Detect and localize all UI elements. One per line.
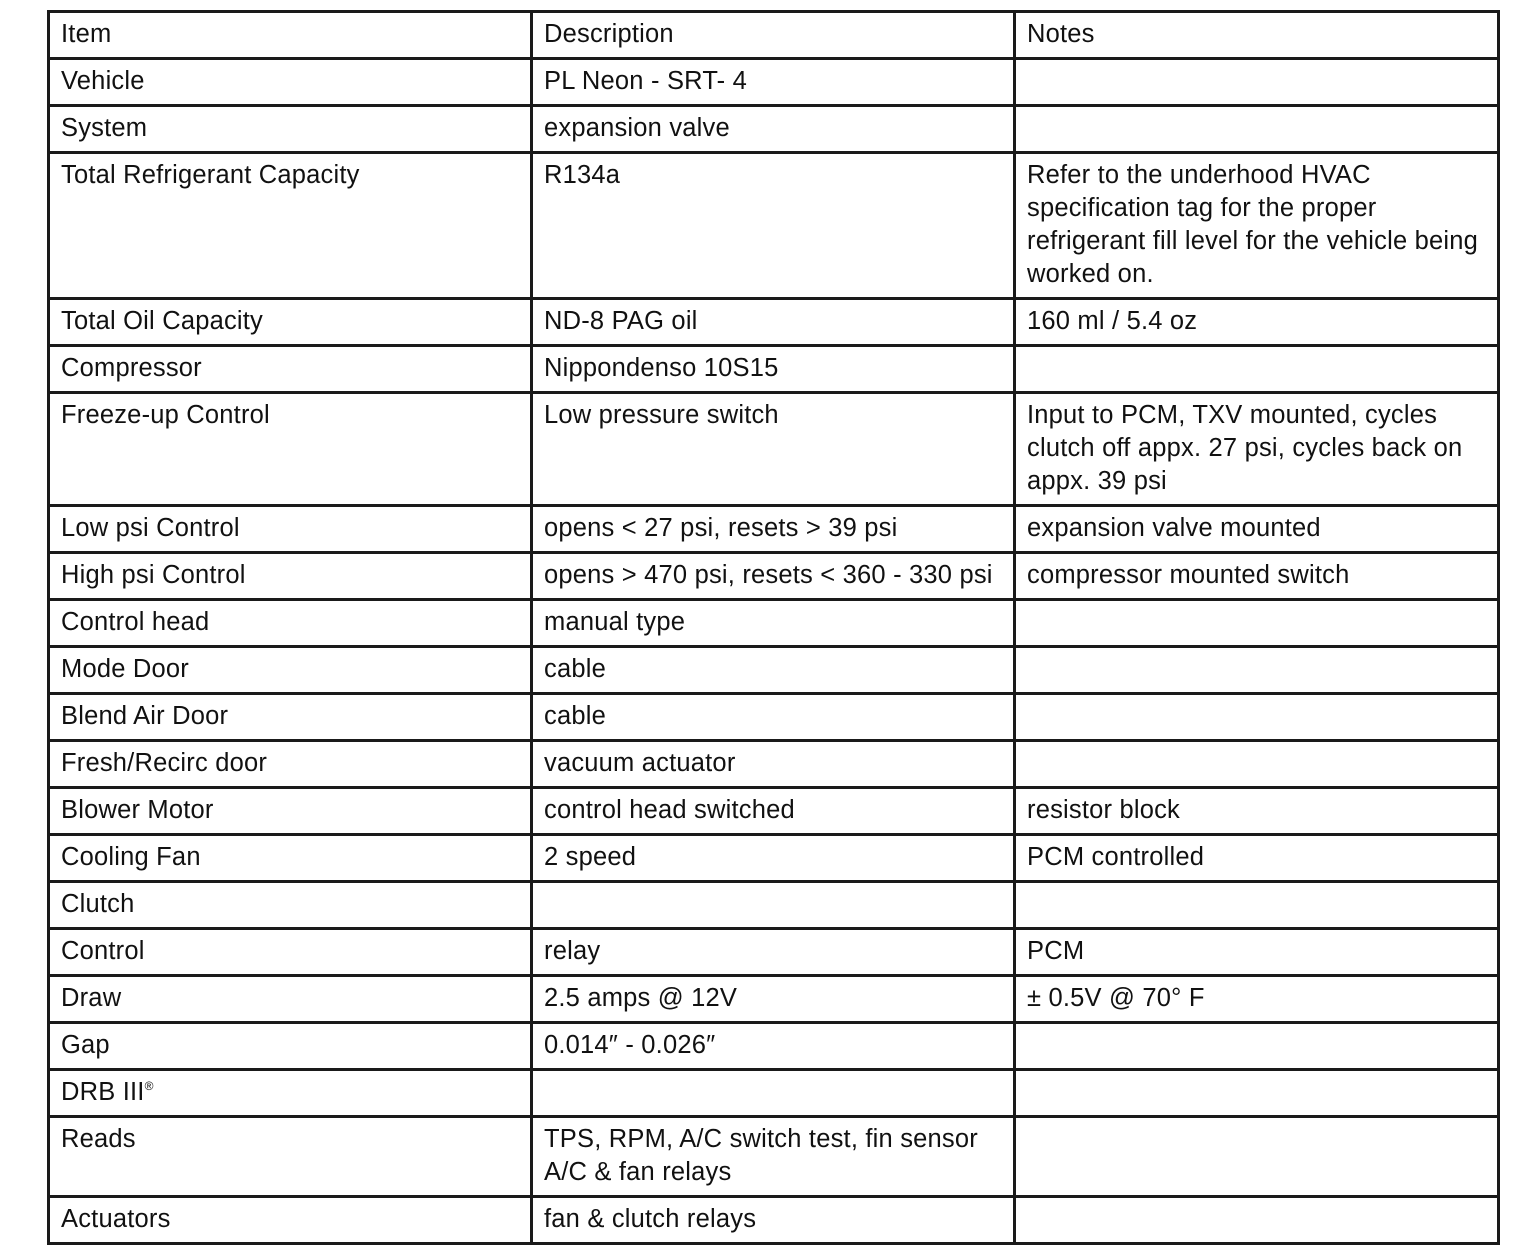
cell-description: cable	[532, 647, 1015, 694]
cell-description: 0.014″ - 0.026″	[532, 1023, 1015, 1070]
cell-item: Compressor	[49, 346, 532, 393]
cell-notes	[1015, 1070, 1499, 1117]
table-row	[49, 788, 1499, 835]
cell-item: Vehicle	[49, 59, 532, 106]
cell-item: Cooling Fan	[49, 835, 532, 882]
table-row	[49, 153, 1499, 299]
cell-notes	[1015, 694, 1499, 741]
cell-description: TPS, RPM, A/C switch test, fin sensor A/C & fan relays	[532, 1117, 1015, 1197]
cell-notes: 160 ml / 5.4 oz	[1015, 299, 1499, 346]
cell-item: Fresh/Recirc door	[49, 741, 532, 788]
cell-item: Low psi Control	[49, 506, 532, 553]
cell-notes	[1015, 59, 1499, 106]
cell-notes: resistor block	[1015, 788, 1499, 835]
table-row	[49, 299, 1499, 346]
cell-item: Total Refrigerant Capacity	[49, 153, 532, 299]
cell-notes: PCM	[1015, 929, 1499, 976]
cell-description	[532, 882, 1015, 929]
table-row	[49, 835, 1499, 882]
table-row	[49, 741, 1499, 788]
cell-description: control head switched	[532, 788, 1015, 835]
ac-specification-table	[47, 10, 1500, 1245]
table-row	[49, 1117, 1499, 1197]
registered-mark: ®	[144, 1079, 154, 1093]
header-item: Item	[49, 12, 532, 59]
cell-item: Clutch	[49, 882, 532, 929]
cell-description	[532, 1070, 1015, 1117]
cell-description: 2 speed	[532, 835, 1015, 882]
cell-item	[49, 1070, 532, 1117]
cell-item: Freeze-up Control	[49, 393, 532, 506]
cell-description: Low pressure switch	[532, 393, 1015, 506]
cell-notes	[1015, 1117, 1499, 1197]
cell-description: PL Neon - SRT- 4	[532, 59, 1015, 106]
cell-item: Blend Air Door	[49, 694, 532, 741]
table-row	[49, 600, 1499, 647]
table-row	[49, 59, 1499, 106]
cell-notes: Input to PCM, TXV mounted, cycles clutch off appx. 27 psi, cycles back on appx. 39 psi	[1015, 393, 1499, 506]
cell-notes: PCM controlled	[1015, 835, 1499, 882]
table-row	[49, 976, 1499, 1023]
cell-description: vacuum actuator	[532, 741, 1015, 788]
cell-notes: expansion valve mounted	[1015, 506, 1499, 553]
cell-description: relay	[532, 929, 1015, 976]
table-row	[49, 346, 1499, 393]
cell-notes: ± 0.5V @ 70° F	[1015, 976, 1499, 1023]
table-row	[49, 1023, 1499, 1070]
cell-description: Nippondenso 10S15	[532, 346, 1015, 393]
cell-item: Mode Door	[49, 647, 532, 694]
table-row	[49, 1070, 1499, 1117]
cell-item: Draw	[49, 976, 532, 1023]
cell-notes	[1015, 106, 1499, 153]
cell-description: fan & clutch relays	[532, 1197, 1015, 1244]
table-row	[49, 647, 1499, 694]
cell-description: manual type	[532, 600, 1015, 647]
cell-description: R134a	[532, 153, 1015, 299]
table-row	[49, 694, 1499, 741]
cell-description: ND-8 PAG oil	[532, 299, 1015, 346]
cell-description: 2.5 amps @ 12V	[532, 976, 1015, 1023]
cell-item: Blower Motor	[49, 788, 532, 835]
cell-notes	[1015, 346, 1499, 393]
table-header-row	[49, 12, 1499, 59]
table-row	[49, 506, 1499, 553]
cell-notes	[1015, 647, 1499, 694]
header-description: Description	[532, 12, 1015, 59]
cell-item: Total Oil Capacity	[49, 299, 532, 346]
header-notes: Notes	[1015, 12, 1499, 59]
cell-notes	[1015, 1023, 1499, 1070]
cell-notes: Refer to the underhood HVAC specification tag for the proper refrigerant fill level for the vehicle being worked on.	[1015, 153, 1499, 299]
cell-item-text: DRB III	[61, 1078, 145, 1106]
cell-item: Actuators	[49, 1197, 532, 1244]
table-row	[49, 393, 1499, 506]
cell-item: Control head	[49, 600, 532, 647]
cell-notes	[1015, 882, 1499, 929]
cell-notes	[1015, 600, 1499, 647]
cell-item: Reads	[49, 1117, 532, 1197]
cell-item: High psi Control	[49, 553, 532, 600]
cell-description: opens < 27 psi, resets > 39 psi	[532, 506, 1015, 553]
cell-description: cable	[532, 694, 1015, 741]
cell-notes: compressor mounted switch	[1015, 553, 1499, 600]
table-row	[49, 106, 1499, 153]
cell-item: Control	[49, 929, 532, 976]
spec-document	[47, 10, 1497, 1245]
table-row	[49, 553, 1499, 600]
cell-notes	[1015, 741, 1499, 788]
cell-description: opens > 470 psi, resets < 360 - 330 psi	[532, 553, 1015, 600]
table-row	[49, 929, 1499, 976]
cell-item: System	[49, 106, 532, 153]
cell-notes	[1015, 1197, 1499, 1244]
cell-item: Gap	[49, 1023, 532, 1070]
table-row	[49, 882, 1499, 929]
table-row	[49, 1197, 1499, 1244]
cell-description: expansion valve	[532, 106, 1015, 153]
